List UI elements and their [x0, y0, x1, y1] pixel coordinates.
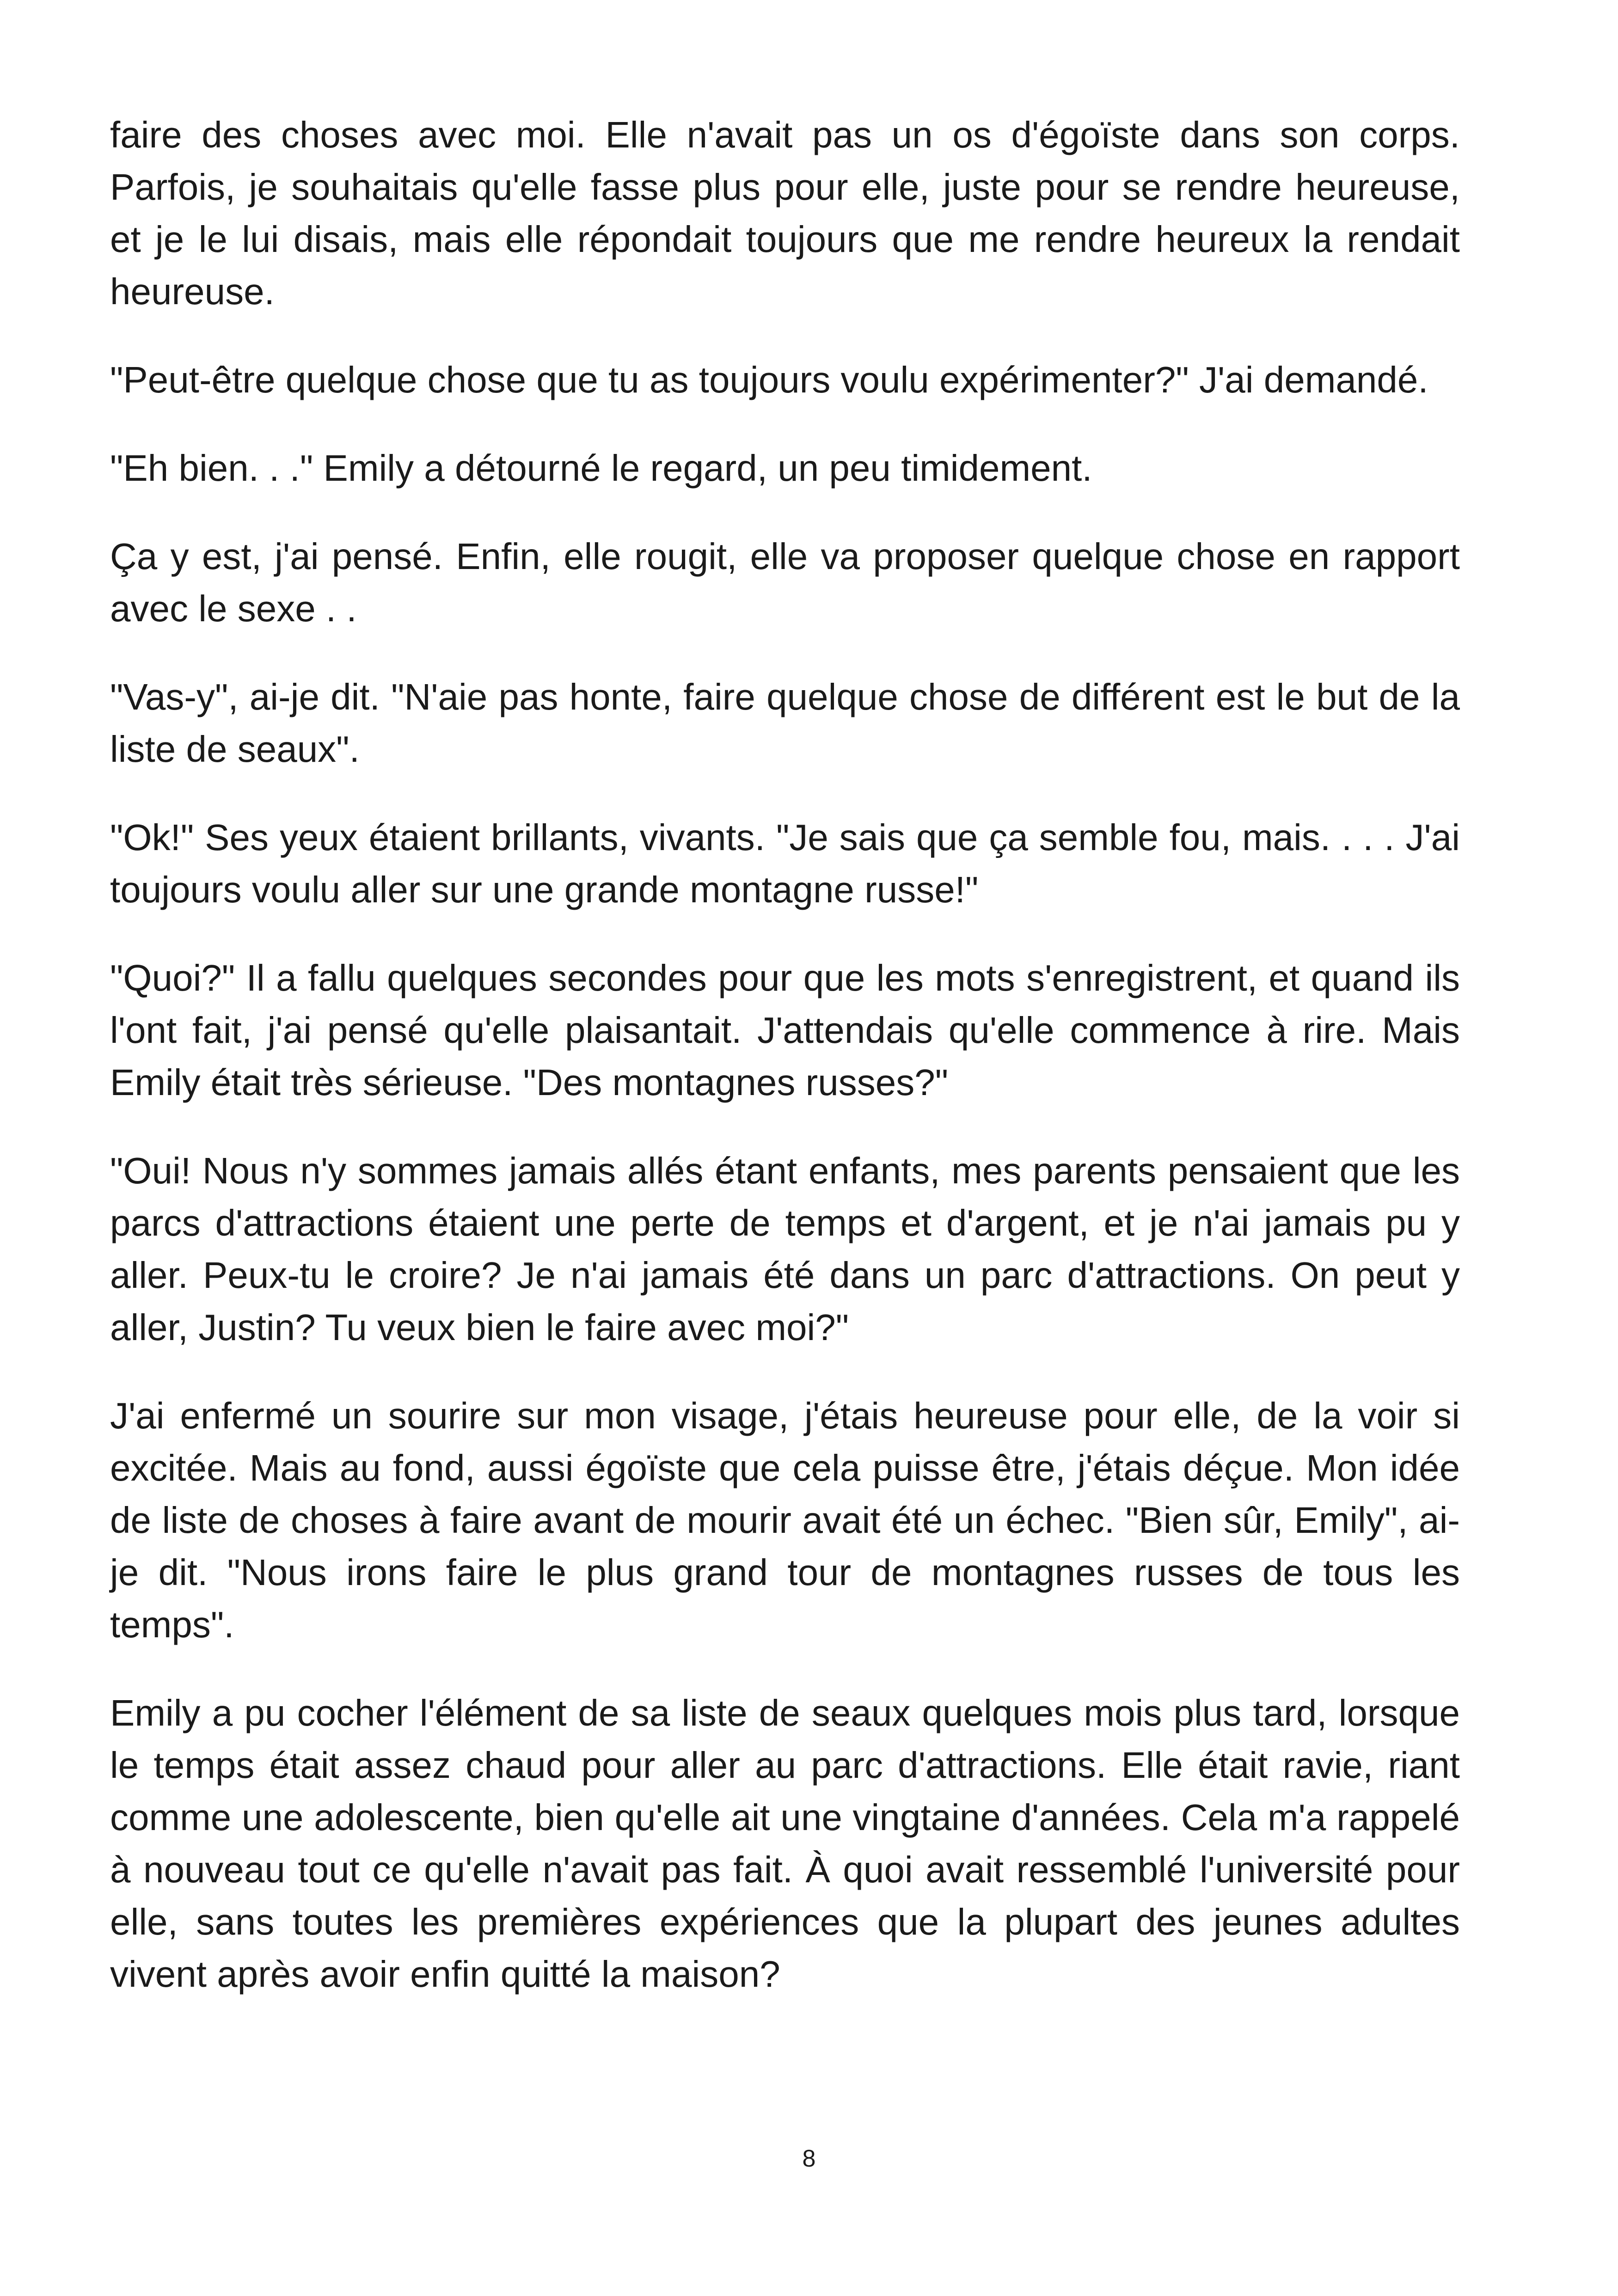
paragraph: "Peut-être quelque chose que tu as toujours voulu expérimenter?" J'ai demandé.: [110, 359, 1428, 400]
paragraph: Emily a pu cocher l'élément de sa liste de seaux quelques mois plus tard, lorsque le temps était assez chaud pour aller au parc d'attractions. Elle était ravie, riant comme une adolescente, bien qu'elle ait une vingtaine d'années. Cela m'a rappelé à nouveau tout ce qu'elle n'avait pas fait. À quoi avait ressemblé l'université pour elle, sans toutes les premières expériences que la plupart des jeunes adultes vivent après avoir enfin quitté la maison?: [110, 1692, 1460, 1995]
paragraph: faire des choses avec moi. Elle n'avait pas un os d'égoïste dans son corps. Parfois, je souhaitais qu'elle fasse plus pour elle, juste pour se rendre heureuse, et je le lui disais, mais elle répondait toujours que me rendre heureux la rendait heureuse.: [110, 114, 1460, 312]
paragraph: "Vas-y", ai-je dit. "N'aie pas honte, faire quelque chose de différent est le but de la liste de seaux".: [110, 676, 1460, 770]
paragraph: Ça y est, j'ai pensé. Enfin, elle rougit, elle va proposer quelque chose en rapport avec le sexe . .: [110, 536, 1460, 629]
page-number: 8: [802, 2145, 816, 2172]
body-text: [110, 109, 1460, 2036]
paragraph: J'ai enfermé un sourire sur mon visage, j'étais heureuse pour elle, de la voir si excitée. Mais au fond, aussi égoïste que cela puisse être, j'étais déçue. Mon idée de liste de choses à faire avant de mourir avait été un échec. "Bien sûr, Emily", ai-je dit. "Nous irons faire le plus grand tour de montagnes russes de tous les temps".: [110, 1395, 1460, 1645]
paragraph: "Oui! Nous n'y sommes jamais allés étant enfants, mes parents pensaient que les parcs d'attractions étaient une perte de temps et d'argent, et je n'ai jamais pu y aller. Peux-tu le croire? Je n'ai jamais été dans un parc d'attractions. On peut y aller, Justin? Tu veux bien le faire avec moi?": [110, 1150, 1460, 1348]
paragraph: "Eh bien. . ." Emily a détourné le regard, un peu timidement.: [110, 447, 1092, 489]
paragraph: "Quoi?" Il a fallu quelques secondes pour que les mots s'enregistrent, et quand ils l'ont fait, j'ai pensé qu'elle plaisantait. J'attendais qu'elle commence à rire. Mais Emily était très sérieuse. "Des montagnes russes?": [110, 957, 1460, 1103]
paragraph: "Ok!" Ses yeux étaient brillants, vivants. "Je sais que ça semble fou, mais. . . . J'ai toujours voulu aller sur une grande montagne russe!": [110, 817, 1460, 910]
